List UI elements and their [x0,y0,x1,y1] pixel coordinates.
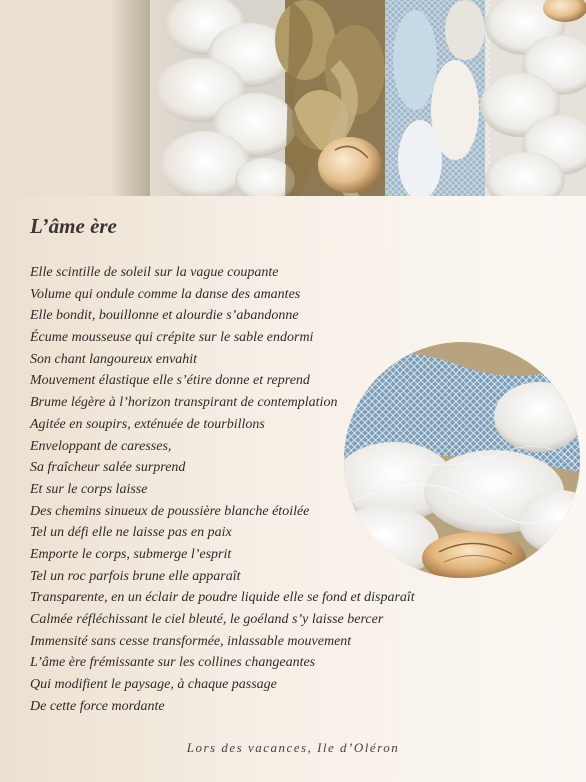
poem-title: L’âme ère [30,214,117,238]
header-photo-textile-weaving [0,0,586,196]
poem-line: Et sur le corps laisse [30,481,148,497]
poem-line: Elle scintille de soleil sur la vague coupante [30,265,279,280]
poem-line: De cette force mordante [30,698,165,714]
poem-line: Volume qui ondule comme la danse des amantes [30,286,301,302]
poem-line: Mouvement élastique elle s’étire donne et reprend [30,373,310,389]
poem-line: Sa fraîcheur salée surprend [30,460,186,476]
poem-line: Tel un défi elle ne laisse pas en paix [30,525,232,541]
poem-line: Emporte le corps, submerge l’esprit [30,546,232,562]
poem-line: Tel un roc parfois brune elle apparaît [30,568,241,584]
poem-line: Agitée en soupirs, exténuée de tourbillons [30,416,265,432]
lace-shell-photo [344,342,580,578]
poem-line: Des chemins sinueux de poussière blanche étoilée [30,503,310,519]
poem-line: Qui modifient le paysage, à chaque passage [30,677,277,693]
banner-fade [0,0,200,196]
poem-line: Écume mousseuse qui crépite sur le sable endormi [30,330,314,346]
poem-line: Elle bondit, bouillonne et alourdie s’abandonne [30,308,299,324]
circular-photo-lace-and-shell [344,342,580,578]
poem-line: Brume légère à l’horizon transpirant de contemplation [30,395,338,411]
poem-line: Immensité sans cesse transformée, inlassable mouvement [30,633,352,649]
poem-line: Calmée réfléchissant le ciel bleuté, le goéland s’y laisse bercer [30,612,384,627]
poem-line: L’âme ère frémissante sur les collines changeantes [30,655,316,671]
poem-line: Transparente, en un éclair de poudre liquide elle se fond et disparaît [30,590,415,606]
poem-line: Enveloppant de caresses, [30,438,172,454]
footer-caption: Lors des vacances, Ile d’Oléron [186,740,400,755]
poem-line: Son chant langoureux envahit [30,351,198,367]
